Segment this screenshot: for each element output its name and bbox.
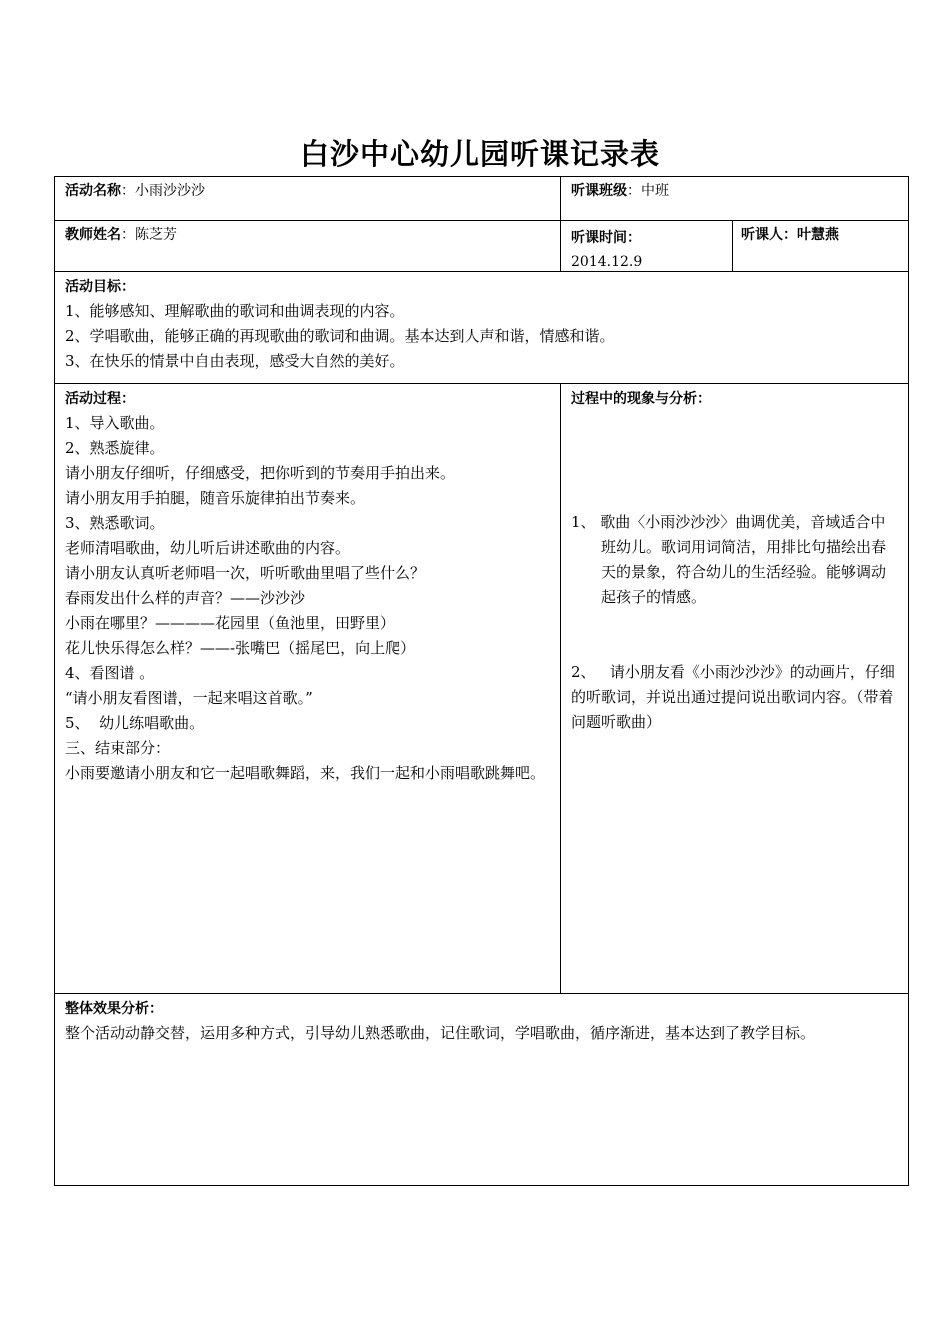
goals-cell <box>54 271 909 384</box>
process-line: 小雨在哪里？————花园里（鱼池里，田野里） <box>65 614 396 632</box>
class-sep: ： <box>627 183 641 199</box>
activity-name-cell <box>54 176 561 221</box>
process-line: 请小朋友仔细听，仔细感受，把你听到的节奏用手拍出来。 <box>65 464 456 482</box>
activity-name-sep: ： <box>121 183 135 199</box>
time-value: 2014.12.9 <box>571 254 643 270</box>
goals-label: 活动目标： <box>65 279 135 295</box>
time-label: 听课时间： <box>571 230 641 246</box>
listener-label: 听课人： <box>741 227 797 243</box>
overall-label: 整体效果分析： <box>65 1001 163 1017</box>
teacher-label: 教师姓名 <box>65 227 121 243</box>
process-line: 2、熟悉旋律。 <box>65 439 165 457</box>
analysis-item-2: 2、 请小朋友看《小雨沙沙沙》的动画片，仔细的听歌词，并说出通过提问说出歌词内容。（带着问题听歌曲） <box>571 663 895 731</box>
process-line: 1、导入歌曲。 <box>65 414 165 432</box>
listener-value: 叶慧燕 <box>797 227 839 243</box>
process-line: 请小朋友用手拍腿，随音乐旋律拍出节奏来。 <box>65 489 366 507</box>
process-line: 5、 幼儿练唱歌曲。 <box>65 714 205 732</box>
process-line: 老师清唱歌曲，幼儿听后讲述歌曲的内容。 <box>65 539 351 557</box>
activity-name-label: 活动名称 <box>65 183 121 199</box>
analysis-item-1: 1、 歌曲〈小雨沙沙沙〉曲调优美，音域适合中班幼儿。歌词用词简洁，用排比句描绘出春天的景象，符合幼儿的生活经验。能够调动起孩子的情感。 <box>571 513 887 606</box>
process-label: 活动过程： <box>65 391 135 407</box>
overall-text: 整个活动动静交替，运用多种方式，引导幼儿熟悉歌曲，记住歌词，学唱歌曲，循序渐进，基本达到了教学目标。 <box>65 1024 816 1042</box>
goal-item: 1、能够感知、理解歌曲的歌词和曲调表现的内容。 <box>65 302 405 320</box>
teacher-value: 陈芝芳 <box>135 227 177 243</box>
overall-cell <box>54 993 909 1186</box>
class-label: 听课班级 <box>571 183 627 199</box>
class-value: 中班 <box>641 183 669 199</box>
process-line: “请小朋友看图谱，一起来唱这首歌。” <box>65 689 313 707</box>
process-line: 请小朋友认真听老师唱一次，听听歌曲里唱了些什么？ <box>65 564 426 582</box>
activity-name-value: 小雨沙沙沙 <box>135 183 205 199</box>
process-line: 小雨要邀请小朋友和它一起唱歌舞蹈，来，我们一起和小雨唱歌跳舞吧。 <box>65 764 546 782</box>
process-line: 三、结束部分： <box>65 739 171 757</box>
teacher-cell <box>54 220 561 272</box>
analysis-label: 过程中的现象与分析： <box>571 391 711 407</box>
process-line: 花儿快乐得怎么样？——-张嘴巴（摇尾巴，向上爬） <box>65 639 416 657</box>
process-line: 3、熟悉歌词。 <box>65 514 165 532</box>
goal-item: 2、学唱歌曲，能够正确的再现歌曲的歌词和曲调。基本达到人声和谐，情感和谐。 <box>65 327 615 345</box>
page-title: 白沙中心幼儿园听课记录表 <box>299 137 660 171</box>
teacher-sep: ： <box>121 227 135 243</box>
analysis-cell <box>560 383 909 994</box>
process-cell <box>54 383 561 994</box>
listener-cell <box>732 220 909 272</box>
process-line: 春雨发出什么样的声音？——沙沙沙 <box>65 589 306 607</box>
class-cell <box>560 176 909 221</box>
process-line: 4、看图谱 。 <box>65 664 155 682</box>
time-cell <box>560 220 733 272</box>
goal-item: 3、在快乐的情景中自由表现，感受大自然的美好。 <box>65 352 405 370</box>
